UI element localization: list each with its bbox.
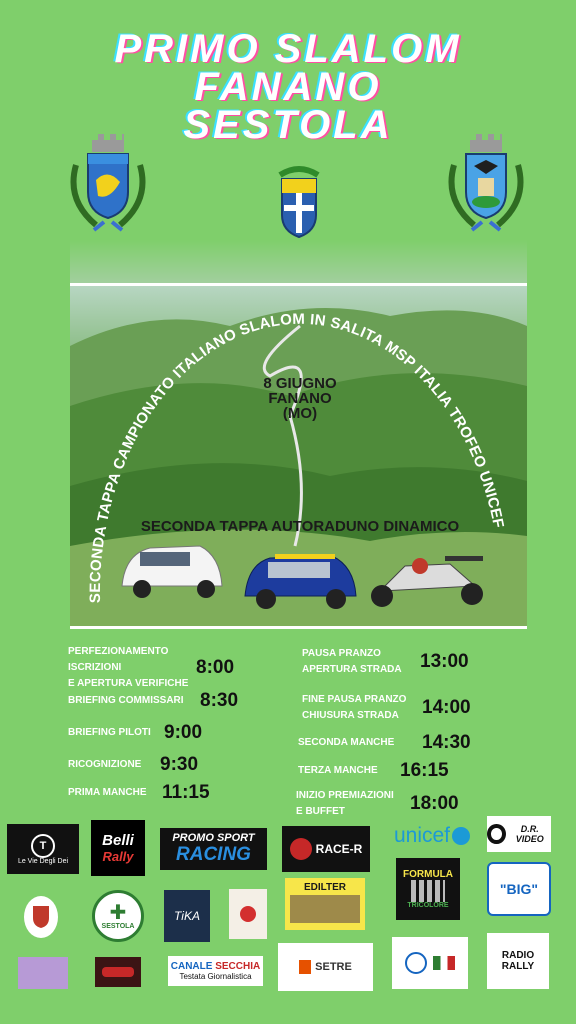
sponsor-label: SECCHIA (215, 961, 261, 972)
schedule-time: 8:30 (200, 690, 239, 711)
sponsor-photography (18, 957, 68, 989)
sponsor-label: TRICOLORE (407, 902, 449, 909)
arc-text-path: SECONDA TAPPA CAMPIONATO ITALIANO SLALOM IN SALITA MSP ITALIA TROFEO UNICEF (86, 310, 507, 604)
tyre-icon (487, 824, 506, 844)
cross-icon: ✚ (109, 901, 127, 924)
pistons-icon (411, 880, 445, 902)
championship-arc-text (60, 285, 530, 615)
schedule-label: INIZIO PREMIAZIONI (296, 790, 394, 801)
sponsor-le-vie-degli-dei (7, 824, 79, 874)
sponsor-label: CANALE (170, 961, 213, 972)
svg-text:SECONDA TAPPA CAMPIONATO ITALI (87, 311, 507, 603)
sponsor-label: SESTOLA (101, 922, 135, 930)
schedule-label: TERZA MANCHE (298, 765, 378, 776)
schedule-label: BRIEFING PILOTI (68, 727, 151, 738)
schedule-time: 11:15 (162, 782, 210, 803)
schedule-item (68, 782, 210, 804)
title-line-3: SESTOLA (183, 103, 393, 147)
sponsor-label: unicef (393, 824, 451, 847)
schedule-item (68, 690, 238, 712)
flower-icon (240, 906, 256, 922)
sestola-crest-icon (444, 130, 528, 234)
photo-fade (70, 240, 527, 285)
schedule-item (68, 722, 202, 744)
schedule-item (298, 732, 471, 754)
event-title (0, 27, 576, 147)
sponsor-label: Belli (102, 832, 134, 849)
sponsor-tika (164, 890, 210, 942)
schedule-label: CHIUSURA STRADA (302, 710, 399, 721)
event-subtitle: SECONDA TAPPA AUTORADUNO DINAMICO (140, 518, 460, 535)
schedule-item (302, 692, 471, 724)
event-date-block (240, 376, 360, 421)
schedule-label: PAUSA PRANZO (302, 648, 381, 659)
sponsor-dr-video (487, 816, 551, 852)
sponsor-flower-card (229, 889, 267, 939)
sponsor-label: Testata Giornalistica (179, 972, 252, 981)
sponsor-edilter (285, 878, 365, 930)
schedule-item (302, 646, 469, 678)
schedule-label: SECONDA MANCHE (298, 737, 395, 748)
schedule-item (68, 644, 234, 692)
sponsor-label: EDILTER (303, 882, 347, 893)
federation-icon (405, 952, 427, 974)
sponsor-setre (278, 943, 373, 991)
sponsor-big (487, 862, 551, 916)
sponsor-label: TiKA (174, 909, 200, 923)
shield-icon (31, 904, 51, 930)
schedule-time: 14:30 (422, 732, 471, 753)
schedule-label: PRIMA MANCHE (68, 787, 147, 798)
sponsor-label: "BIG" (499, 881, 539, 897)
le-vie-icon: T (31, 834, 55, 858)
schedule-time: 14:00 (422, 697, 471, 718)
schedule-label: E BUFFET (296, 806, 345, 817)
sponsor-label: Le Vie Degli Dei (17, 857, 69, 865)
fanano-crest-icon (66, 130, 150, 234)
schedule-time: 16:15 (400, 760, 449, 781)
schedule-item (298, 760, 449, 782)
sponsor-label: PROMO SPORT (172, 832, 255, 844)
sponsor-label: RACING (176, 844, 251, 865)
sponsor-label: RADIO (501, 950, 535, 961)
schedule-label: APERTURA STRADA (302, 664, 402, 675)
sponsor-promo-sport-racing (160, 828, 267, 870)
schedule-time: 9:00 (164, 722, 203, 743)
sponsor-label: FORMULA (403, 869, 453, 880)
event-date: 8 GIUGNO (263, 375, 337, 392)
sponsor-race-r (282, 826, 370, 872)
race-r-icon (290, 838, 312, 860)
title-line-1: PRIMO SLALOM (114, 27, 462, 71)
event-province: (MO) (282, 405, 318, 422)
sponsor-label: RACE-R (315, 842, 363, 856)
schedule-label: PERFEZIONAMENTO ISCRIZIONI (68, 646, 169, 673)
schedule-label: FINE PAUSA PRANZO (302, 694, 407, 705)
italy-flag-icon (433, 956, 455, 970)
car-icon (102, 967, 134, 977)
sponsor-canale-secchia (168, 956, 263, 986)
sponsor-label: D.R. VIDEO (515, 824, 544, 844)
sponsor-federation-flags (392, 937, 468, 989)
region-crest-icon (272, 165, 326, 241)
sponsor-label: SETRE (315, 961, 352, 973)
sponsor-belli-rally (91, 820, 145, 876)
schedule-item (68, 754, 198, 776)
sponsor-sestola-red-cross (92, 890, 144, 942)
schedule-time: 13:00 (420, 651, 469, 672)
construction-photo (290, 895, 360, 923)
event-place: FANANO (268, 390, 332, 407)
title-line-2: FANANO (194, 65, 382, 109)
sponsor-radio-rally (487, 933, 549, 989)
schedule-item (296, 788, 459, 820)
schedule-label: BRIEFING COMMISSARI (68, 695, 184, 706)
setre-icon (299, 960, 311, 974)
schedule-time: 9:30 (160, 754, 199, 775)
sponsor-formula-tricolore (396, 858, 460, 920)
globe-icon (452, 827, 470, 845)
sponsor-label: RALLY (501, 961, 535, 972)
sponsor-unicef (386, 822, 478, 850)
schedule-label: E APERTURA VERIFICHE (68, 678, 189, 689)
schedule-time: 8:00 (196, 657, 235, 678)
schedule-time: 18:00 (410, 793, 459, 814)
schedule-label: RICOGNIZIONE (68, 759, 142, 770)
sponsor-label: Rally (102, 849, 134, 864)
sponsor-racing-car-banner (95, 957, 141, 987)
sponsor-municipal-badge (24, 896, 58, 938)
